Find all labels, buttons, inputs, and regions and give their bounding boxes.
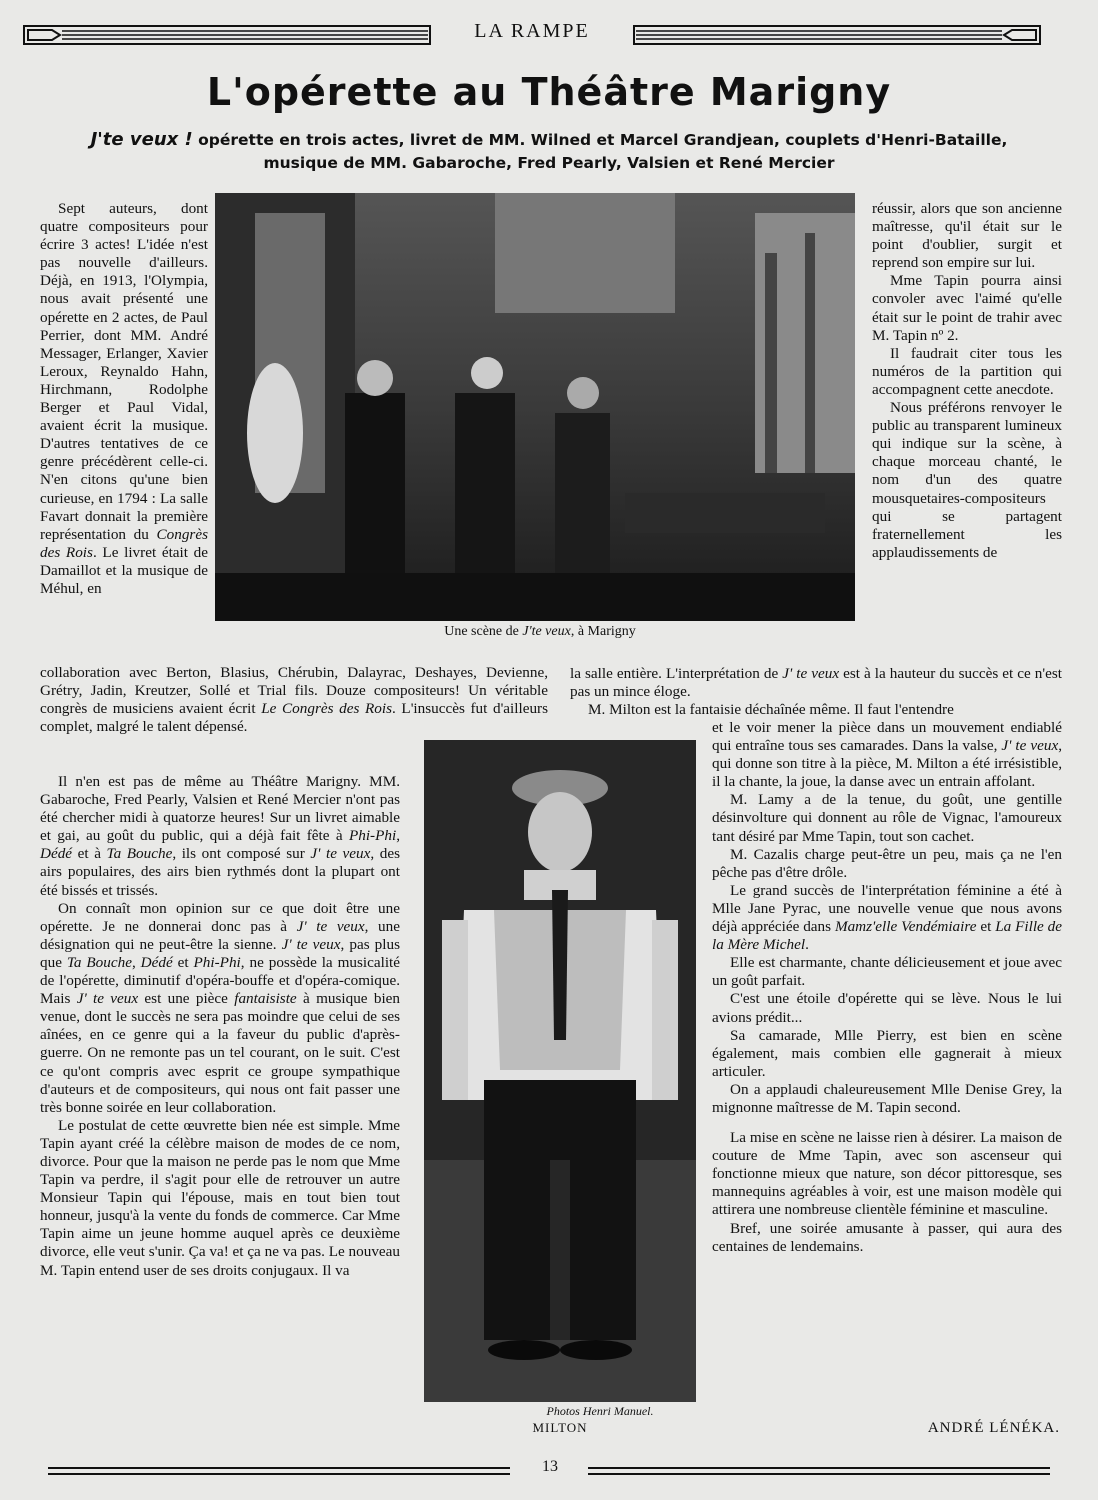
paragraph-pyrac: Le grand succès de l'interprétation féminine a été à Mlle Jane Pyrac, une nouvelle venue que nous avons déjà appréciée dans Mamz'elle Vendémiaire et La Fille de la Mère Michel. <box>712 881 1062 954</box>
page-number: 13 <box>542 1458 558 1475</box>
journal-name: LA RAMPE <box>474 20 590 42</box>
paragraph-grey: On a applaudi chaleureusement Mlle Denise Grey, la mignonne maîtresse de M. Tapin second. <box>712 1080 1062 1116</box>
footer-rule-left <box>48 1466 510 1476</box>
footer-rule-right <box>588 1466 1050 1476</box>
paragraph-postulat: Le postulat de cette œuvrette bien née est simple. Mme Tapin ayant créé la célèbre maison de modes de ce nom, divorce. Pour que la maison ne perde pas le nom que Mme Tapin va perdre, il s'agit pour elle de retrouver un autre Monsieur Tapin qui l'épouse, mais en tout bien tout honneur, jusqu'à la vente du fonds de commerce. Car Mme Tapin aime un jeune homme auquel après ce deuxième divorce, elle veut s'unir. Ça va! et ça ne va pas. Le nouveau M. Tapin entend user de ses droits conjugaux. Il va <box>40 1116 400 1279</box>
scene-caption-text: Une scène de <box>444 624 523 639</box>
left-column-wide <box>40 664 548 736</box>
paragraph-opinion: On connaît mon opinion sur ce que doit être une opérette. Je ne donnerai donc pas à J' te veux, une désignation qui ne peut-être la sienne. J' te veux, pas plus que Ta Bouche, Dédé et Phi-Phi, ne possède la musicalité de l'opérette, diminutif d'opéra-bouffe et d'opéra-comique. Mais J' te veux est une pièce fantaisiste à musique bien venue, dont le succès ne sera pas moindre que celui de ses aînées, en ce genre qui a la faveur du public d'après-guerre. On ne remonte pas un tel courant, on le suit. C'est ce qu'ont compris avec esprit ce groupe sympathique d'auteurs et de compositeurs, qui nous ont fait passer une très bonne soirée en leur collaboration. <box>40 899 401 1116</box>
paragraph-cazalis: M. Cazalis charge peut-être un peu, mais ça ne l'en pêche pas d'être drôle. <box>712 845 1062 881</box>
paragraph-reussir: réussir, alors que son ancienne maîtresse, qu'il était sur le point d'oublier, surgit et reprend son empire sur lui. <box>872 200 1062 272</box>
paragraph-intro: Sept auteurs, dont quatre compositeurs pour écrire 3 actes! L'idée n'est pas nouvelle d'ailleurs. Déjà, en 1913, l'Olympia, nous avait présenté une opérette en 2 actes, de Paul Perrier, dont MM. André Messager, Erlanger, Xavier Leroux, Reynaldo Hahn, Hirchmann, Rodolphe Berger et Paul Vidal, avaient écrit la musique. D'autres tentatives de ce genre précédèrent celle-ci. N'en citons qu'une bien curieuse, en 1794 : La salle Favart donnait la première représentation du Congrès des Rois. Le livret était de Damaillot et la musique de Méhul, en <box>40 200 209 597</box>
article-title: L'opérette au Théâtre Marigny <box>206 70 892 114</box>
subtitle-play-name: J'te veux ! <box>90 129 193 150</box>
paragraph-marigny: Il n'en est pas de même au Théâtre Marigny. MM. Gabaroche, Fred Pearly, Valsien et René Mercier n'ont pas été chercher midi à quatorze heures! Sur un livret aimable et gai, au goût du public, qui a déjà fait fête à Phi-Phi, Dédé et à Ta Bouche, ils ont composé sur J' te veux, des airs populaires, des airs bien rythmés dont la plupart ont été bissés et trissés. <box>40 773 401 899</box>
scene-photo-caption <box>380 624 700 640</box>
scene-caption-play: J'te veux <box>522 624 571 639</box>
header-ornament-right <box>632 24 1042 46</box>
photo-credit <box>500 1404 700 1419</box>
scene-photo <box>215 193 855 621</box>
article-subtitle <box>40 128 1058 175</box>
paragraph-convoler: Mme Tapin pourra ainsi convoler avec l'aimé qu'elle était sur le point de trahir avec M. Tapin nº 2. <box>872 272 1062 344</box>
paragraph-transparent: Nous préférons renvoyer le public au transparent lumineux qui indique sur la scène, à chaque morceau chanté, le nom d'un des quatre mousquetaires-compositeurs qui se partagent fraternellement les applaudissements de <box>872 399 1062 561</box>
paragraph-mise-en-scene: La mise en scène ne laisse rien à désirer. La maison de couture de Mme Tapin, avec son ascenseur qui fonctionne mieux que nature, son décor pittoresque, ses mannequins agréables à voir, est une maison modèle qui attirera une nombreuse clientèle féminine et masculine. <box>712 1129 1062 1219</box>
right-column-top <box>872 200 1062 562</box>
subtitle-line-1: opérette en trois actes, livret de MM. Wilned et Marcel Grandjean, couplets d'Henri-Bataille, <box>192 131 1008 149</box>
paragraph-charmante: Elle est charmante, chante délicieusement et joue avec un goût parfait. <box>712 954 1062 990</box>
paragraph-milton-start: M. Milton est la fantaisie déchaînée même. Il faut l'entendre <box>588 701 954 719</box>
right-column-wide <box>570 665 1062 719</box>
right-column-lower <box>712 719 1062 1256</box>
paragraph-interpretation: la salle entière. L'interprétation de J' te veux est à la hauteur du succès et ce n'est pas un mince éloge. <box>570 665 1062 701</box>
left-column-top <box>40 200 208 598</box>
left-column-lower <box>40 773 400 1280</box>
photo-credit-text: Photos Henri Manuel. <box>546 1404 654 1418</box>
paragraph-collaboration: collaboration avec Berton, Blasius, Chérubin, Dalayrac, Deshayes, Devienne, Grétry, Jadin, Kreutzer, Sollé et Trial fils. Douze compositeurs! Un véritable congrès de musiciens avaient écrit Le Congrès des Rois. L'insuccès fut d'ailleurs complet, malgré le talent dépensé. <box>40 664 549 736</box>
header-ornament-left <box>22 24 432 46</box>
subtitle-line-2: musique de MM. Gabaroche, Fred Pearly, Valsien et René Mercier <box>263 154 835 172</box>
author-signature: ANDRÉ LÉNÉKA. <box>927 1420 1060 1436</box>
paragraph-pierry: Sa camarade, Mlle Pierry, est bien en scène également, mais combien elle gagnerait à mieux articuler. <box>712 1026 1062 1080</box>
paragraph-bref: Bref, une soirée amusante à passer, qui aura des centaines de lendemains. <box>712 1219 1062 1255</box>
scene-caption-venue: , à Marigny <box>570 624 636 639</box>
paragraph-numeros: Il faudrait citer tous les numéros de la partition qui accompagnent cette anecdote. <box>872 344 1062 398</box>
paragraph-etoile: C'est une étoile d'opérette qui se lève. Nous le lui avions prédit... <box>712 990 1062 1026</box>
paragraph-milton: et le voir mener la pièce dans un mouvement endiablé qui entraîne tous ses camarades. Dans la valse, J' te veux, qui donne son titre à la pièce, M. Milton a été irrésistible, il la chante, la joue, la danse avec un entrain affolant. <box>712 719 1062 791</box>
milton-portrait-photo <box>424 740 696 1402</box>
paragraph-lamy: M. Lamy a de la tenue, du goût, une gentille désinvolture qui donnent au rôle de Vignac, l'amoureux tant désiré par Mme Tapin, tout son cachet. <box>712 791 1062 845</box>
portrait-caption: MILTON <box>532 1420 588 1435</box>
